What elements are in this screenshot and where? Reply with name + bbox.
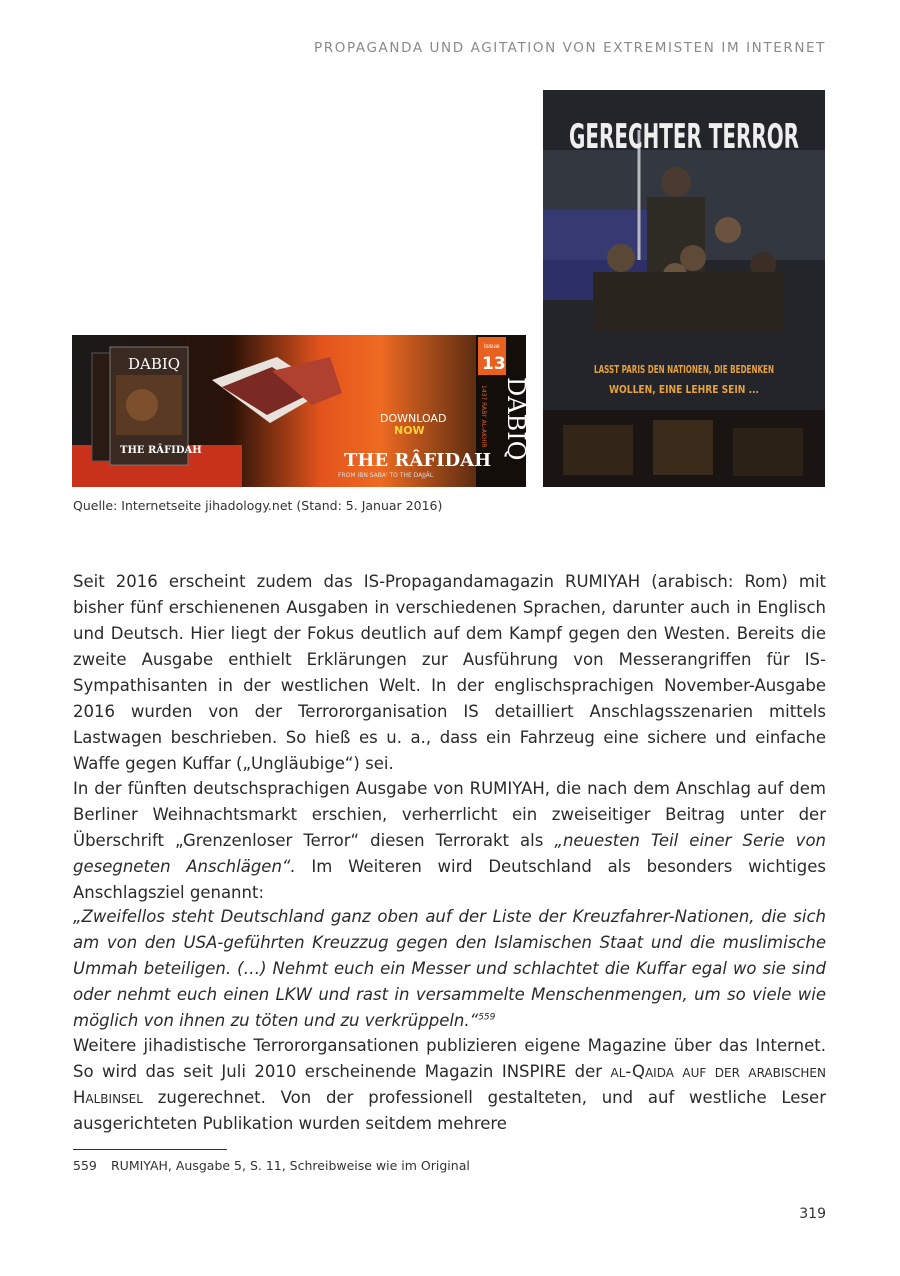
cover-small-title-text: THE RÂFIDAH <box>120 445 202 456</box>
banner-title: THE RÂFIDAH <box>344 450 492 471</box>
issue-number: 13 <box>482 354 506 374</box>
dabiq-banner-image <box>72 335 530 487</box>
cover-tagline-1: LASST PARIS DEN NATIONEN, DIE BEDENKEN <box>594 363 774 376</box>
issue-date: 1437 RABI' AL-AKHIR <box>480 385 487 448</box>
paragraph-2-text-b: Im Weiteren wird Deutschland als besonders wichtiges Anschlagsziel genannt: <box>73 857 826 902</box>
footnote-ref-559: 559 <box>478 1012 496 1023</box>
paragraph-3-text-b: zugerechnet. Von der professionell gestalteten, und auf westliche Leser ausgerichteten Publikation wurden seitdem mehrere <box>73 1088 826 1133</box>
paragraph-2 <box>73 776 826 906</box>
download-text: DOWNLOAD <box>380 412 447 425</box>
paragraph-2-text-a: In der fünften deutschsprachigen Ausgabe von RUMIYAH, die nach dem Anschlag auf dem Berliner Weihnachtsmarkt erschien, verherrlicht ein zweiseitiger Beitrag unter der Überschrift „Grenzenloser Terror“ diesen Terrorakt als <box>73 779 826 850</box>
banner-subtitle: FROM IBN SABA' TO THE DAJJÂL <box>338 472 434 479</box>
running-header: PROPAGANDA UND AGITATION VON EXTREMISTEN IM INTERNET <box>314 40 826 56</box>
download-now-text: NOW <box>394 424 425 437</box>
page-number: 319 <box>799 1206 826 1222</box>
gerechter-terror-cover-image <box>543 90 825 487</box>
footnote-text: RUMIYAH, Ausgabe 5, S. 11, Schreibweise wie im Original <box>111 1158 470 1173</box>
footnote <box>73 1158 470 1173</box>
block-quote-text: „Zweifellos steht Deutschland ganz oben auf der Liste der Kreuzfahrer-Nationen, die sich am von den USA-geführten Kreuzzug gegen den Islamischen Staat und die muslimische Ummah beteiligen. (…) Nehmt euch ein Messer und schlachtet die Kuffar egal wo sie sind oder nehmt euch einen LKW und rast in versammelte Menschenmengen, um so viele wie möglich von ihnen zu töten und zu verkrüppeln.“ <box>73 907 826 1030</box>
paragraph-3 <box>73 1033 826 1137</box>
figure-caption: Quelle: Internetseite jihadology.net (Stand: 5. Januar 2016) <box>73 498 443 513</box>
cover-title: GERECHTER TERROR <box>569 117 799 157</box>
footnote-number: 559 <box>73 1158 97 1173</box>
dabiq-banner-art <box>72 335 530 487</box>
block-quote <box>73 904 826 1034</box>
paragraph-1: Seit 2016 erscheint zudem das IS-Propagandamagazin RUMIYAH (arabisch: Rom) mit bisher fünf erschienenen Ausgaben in verschiedenen Sprachen, darunter auch in Englisch und Deutsch. Hier liegt der Fokus deutlich auf dem Kampf gegen den Westen. Bereits die zweite Ausgabe enthielt Erklärungen zur Ausführung von Messerangriffen für IS-Sympathisanten in der westlichen Welt. In der englischsprachigen November-Ausgabe 2016 wurden von der Terrororganisation IS detailliert Anschlagsszenarien mittels Lastwagen beschrieben. So hieß es u. a., dass ein Fahrzeug eine sichere und einfache Waffe gegen Kuffar („Ungläubige“) sei. <box>73 572 826 773</box>
footnote-divider <box>73 1149 227 1150</box>
cover-brand-text: DABIQ <box>128 355 181 373</box>
cover-tagline-2: WOLLEN, EINE LEHRE SEIN ... <box>609 383 759 396</box>
banner-brand-vertical: DABIQ <box>502 377 530 461</box>
cover-art <box>543 90 825 487</box>
issue-label: Issue <box>484 343 500 350</box>
paragraph-2-emphasis: „neuesten Teil einer Serie von gesegneten Anschlägen“. <box>73 831 826 876</box>
paragraph-3-text-a: Weitere jihadistische Terrororgansationen publizieren eigene Magazine über das Internet. So wird das seit Juli 2010 erscheinende Magazin INSPIRE der <box>73 1036 826 1081</box>
organization-name: al-Qaida auf der arabischen Halbinsel <box>73 1062 826 1107</box>
